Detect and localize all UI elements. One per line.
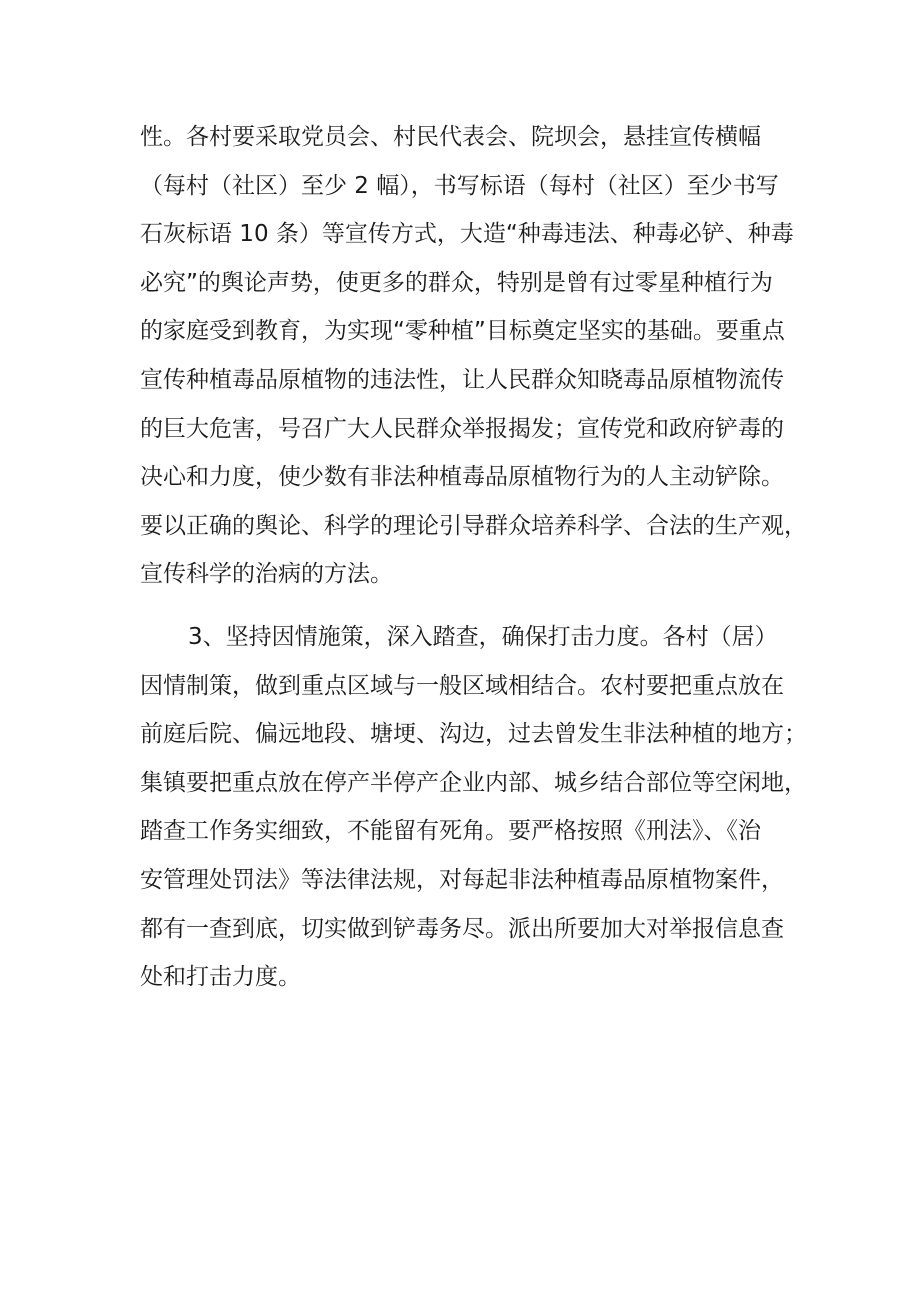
- paragraph-spacer: [140, 599, 790, 613]
- text-line: 处和打击力度。: [140, 964, 301, 991]
- text-line: 的家庭受到教育，为实现“零种植”目标奠定坚实的基础。要重点: [140, 318, 785, 345]
- text-line: 都有一查到底，切实做到铲毒务尽。派出所要加大对举报信息查: [140, 915, 784, 942]
- text-line: 安管理处罚法》等法律法规，对每起非法种植毒品原植物案件，: [140, 866, 784, 893]
- text-line: 踏查工作务实细致，不能留有死角。要严格按照《刑法》、《治: [140, 818, 761, 845]
- text-line: 宣传种植毒品原植物的违法性，让人民群众知晓毒品原植物流传: [140, 366, 784, 393]
- text-line: 集镇要把重点放在停产半停产企业内部、城乡结合部位等空闲地，: [140, 769, 807, 796]
- text-line: 石灰标语 10 条）等宣传方式，大造“种毒违法、种毒必铲、种毒: [140, 221, 794, 248]
- paragraph-enforcement: [140, 613, 807, 1002]
- text-line: 宣传科学的治病的方法。: [140, 561, 393, 588]
- text-line: （每村（社区）至少 2 幅），书写标语（每村（社区）至少书写: [140, 172, 779, 199]
- text-line: 前庭后院、偏远地段、塘埂、沟边，过去曾发生非法种植的地方；: [140, 721, 807, 748]
- text-line: 的巨大危害，号召广大人民群众举报揭发；宣传党和政府铲毒的: [140, 415, 784, 442]
- text-line-first: 3、坚持因情施策，深入踏查，确保打击力度。各村（居）: [188, 623, 778, 650]
- text-line: 必究”的舆论声势，使更多的群众，特别是曾有过零星种植行为: [140, 269, 773, 296]
- text-line: 因情制策，做到重点区域与一般区域相结合。农村要把重点放在: [140, 672, 784, 699]
- document-body: [140, 113, 807, 1002]
- text-line: 要以正确的舆论、科学的理论引导群众培养科学、合法的生产观，: [140, 512, 807, 539]
- text-line: 性。各村要采取党员会、村民代表会、院坝会，悬挂宣传横幅: [140, 124, 761, 150]
- text-line: 决心和力度，使少数有非法种植毒品原植物行为的人主动铲除。: [140, 464, 784, 491]
- paragraph-publicity: [140, 113, 807, 599]
